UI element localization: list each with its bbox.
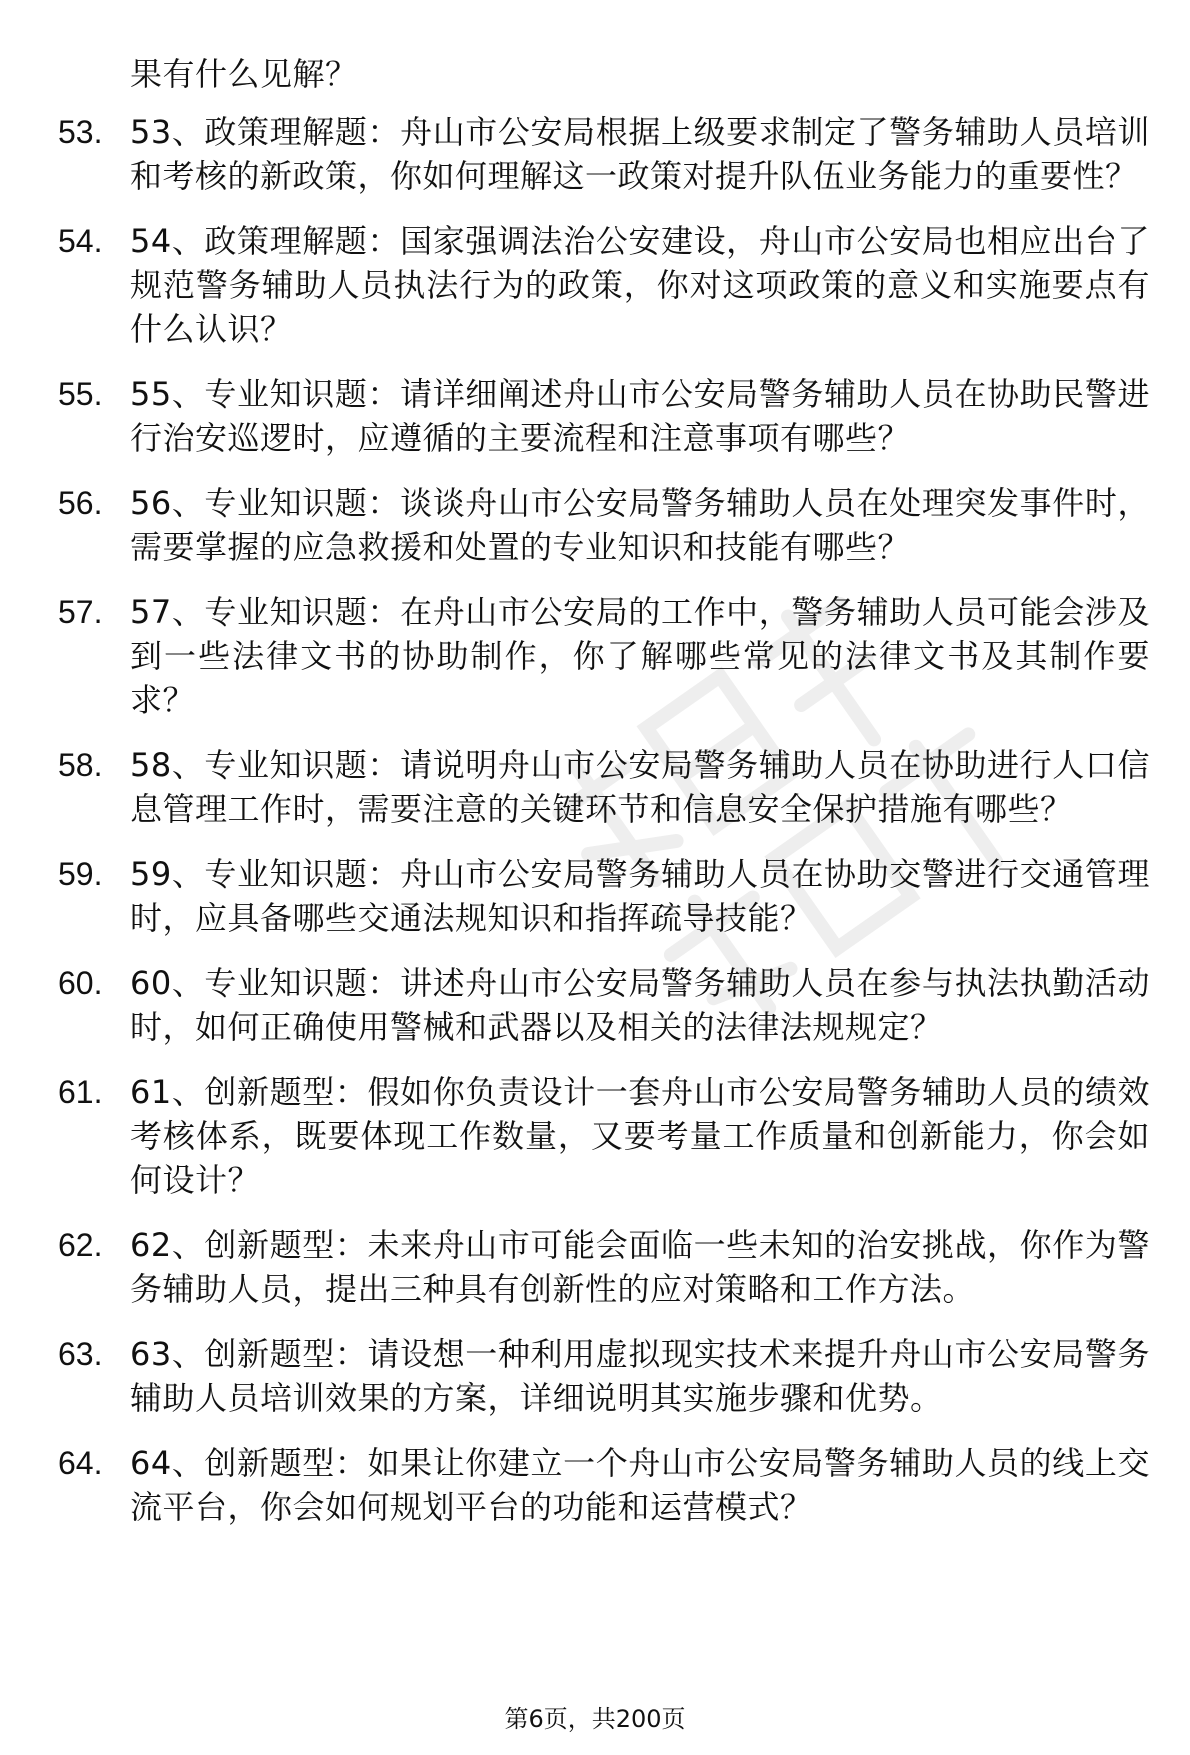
question-list	[0, 110, 1190, 1550]
question-text: 58、专业知识题：请说明舟山市公安局警务辅助人员在协助进行人口信息管理工作时，需要注意的关键环节和信息安全保护措施有哪些？	[130, 746, 1150, 828]
question-item	[0, 590, 1190, 722]
question-number: 61.	[58, 1074, 103, 1110]
question-item	[0, 1223, 1190, 1311]
question-text: 61、创新题型：假如你负责设计一套舟山市公安局警务辅助人员的绩效考核体系，既要体现工作数量，又要考量工作质量和创新能力，你会如何设计？	[130, 1073, 1150, 1199]
question-number: 60.	[58, 965, 103, 1001]
page-footer: 第6页，共200页	[504, 1705, 686, 1733]
question-number: 56.	[58, 485, 103, 521]
question-text: 53、政策理解题：舟山市公安局根据上级要求制定了警务辅助人员培训和考核的新政策，你如何理解这一政策对提升队伍业务能力的重要性？	[130, 113, 1150, 195]
question-text: 55、专业知识题：请详细阐述舟山市公安局警务辅助人员在协助民警进行治安巡逻时，应遵循的主要流程和注意事项有哪些？	[130, 375, 1150, 457]
question-text: 63、创新题型：请设想一种利用虚拟现实技术来提升舟山市公安局警务辅助人员培训效果的方案，详细说明其实施步骤和优势。	[130, 1335, 1150, 1417]
question-item	[0, 743, 1190, 831]
question-item	[0, 481, 1190, 569]
question-number: 55.	[58, 376, 103, 412]
question-number: 59.	[58, 856, 103, 892]
question-number: 53.	[58, 114, 103, 150]
question-number: 64.	[58, 1445, 103, 1481]
question-item	[0, 219, 1190, 351]
question-text: 64、创新题型：如果让你建立一个舟山市公安局警务辅助人员的线上交流平台，你会如何规划平台的功能和运营模式？	[130, 1444, 1150, 1526]
question-item	[0, 1441, 1190, 1529]
continuation-text: 果有什么见解？	[130, 55, 358, 93]
question-item	[0, 1070, 1190, 1202]
question-number: 58.	[58, 747, 103, 783]
question-number: 62.	[58, 1227, 103, 1263]
question-item	[0, 961, 1190, 1049]
question-text: 54、政策理解题：国家强调法治公安建设，舟山市公安局也相应出台了规范警务辅助人员执法行为的政策，你对这项政策的意义和实施要点有什么认识？	[130, 222, 1150, 348]
question-number: 57.	[58, 594, 103, 630]
question-number: 63.	[58, 1336, 103, 1372]
question-number: 54.	[58, 223, 103, 259]
question-item	[0, 852, 1190, 940]
question-text: 57、专业知识题：在舟山市公安局的工作中，警务辅助人员可能会涉及到一些法律文书的协助制作，你了解哪些常见的法律文书及其制作要求？	[130, 593, 1150, 719]
question-item	[0, 1332, 1190, 1420]
question-text: 62、创新题型：未来舟山市可能会面临一些未知的治安挑战，你作为警务辅助人员，提出三种具有创新性的应对策略和工作方法。	[130, 1226, 1150, 1308]
question-text: 59、专业知识题：舟山市公安局警务辅助人员在协助交警进行交通管理时，应具备哪些交通法规知识和指挥疏导技能？	[130, 855, 1150, 937]
question-text: 60、专业知识题：讲述舟山市公安局警务辅助人员在参与执法执勤活动时，如何正确使用警械和武器以及相关的法律法规规定？	[130, 964, 1150, 1046]
question-item	[0, 372, 1190, 460]
question-text: 56、专业知识题：谈谈舟山市公安局警务辅助人员在处理突发事件时，需要掌握的应急救援和处置的专业知识和技能有哪些？	[130, 484, 1150, 566]
question-item	[0, 110, 1190, 198]
